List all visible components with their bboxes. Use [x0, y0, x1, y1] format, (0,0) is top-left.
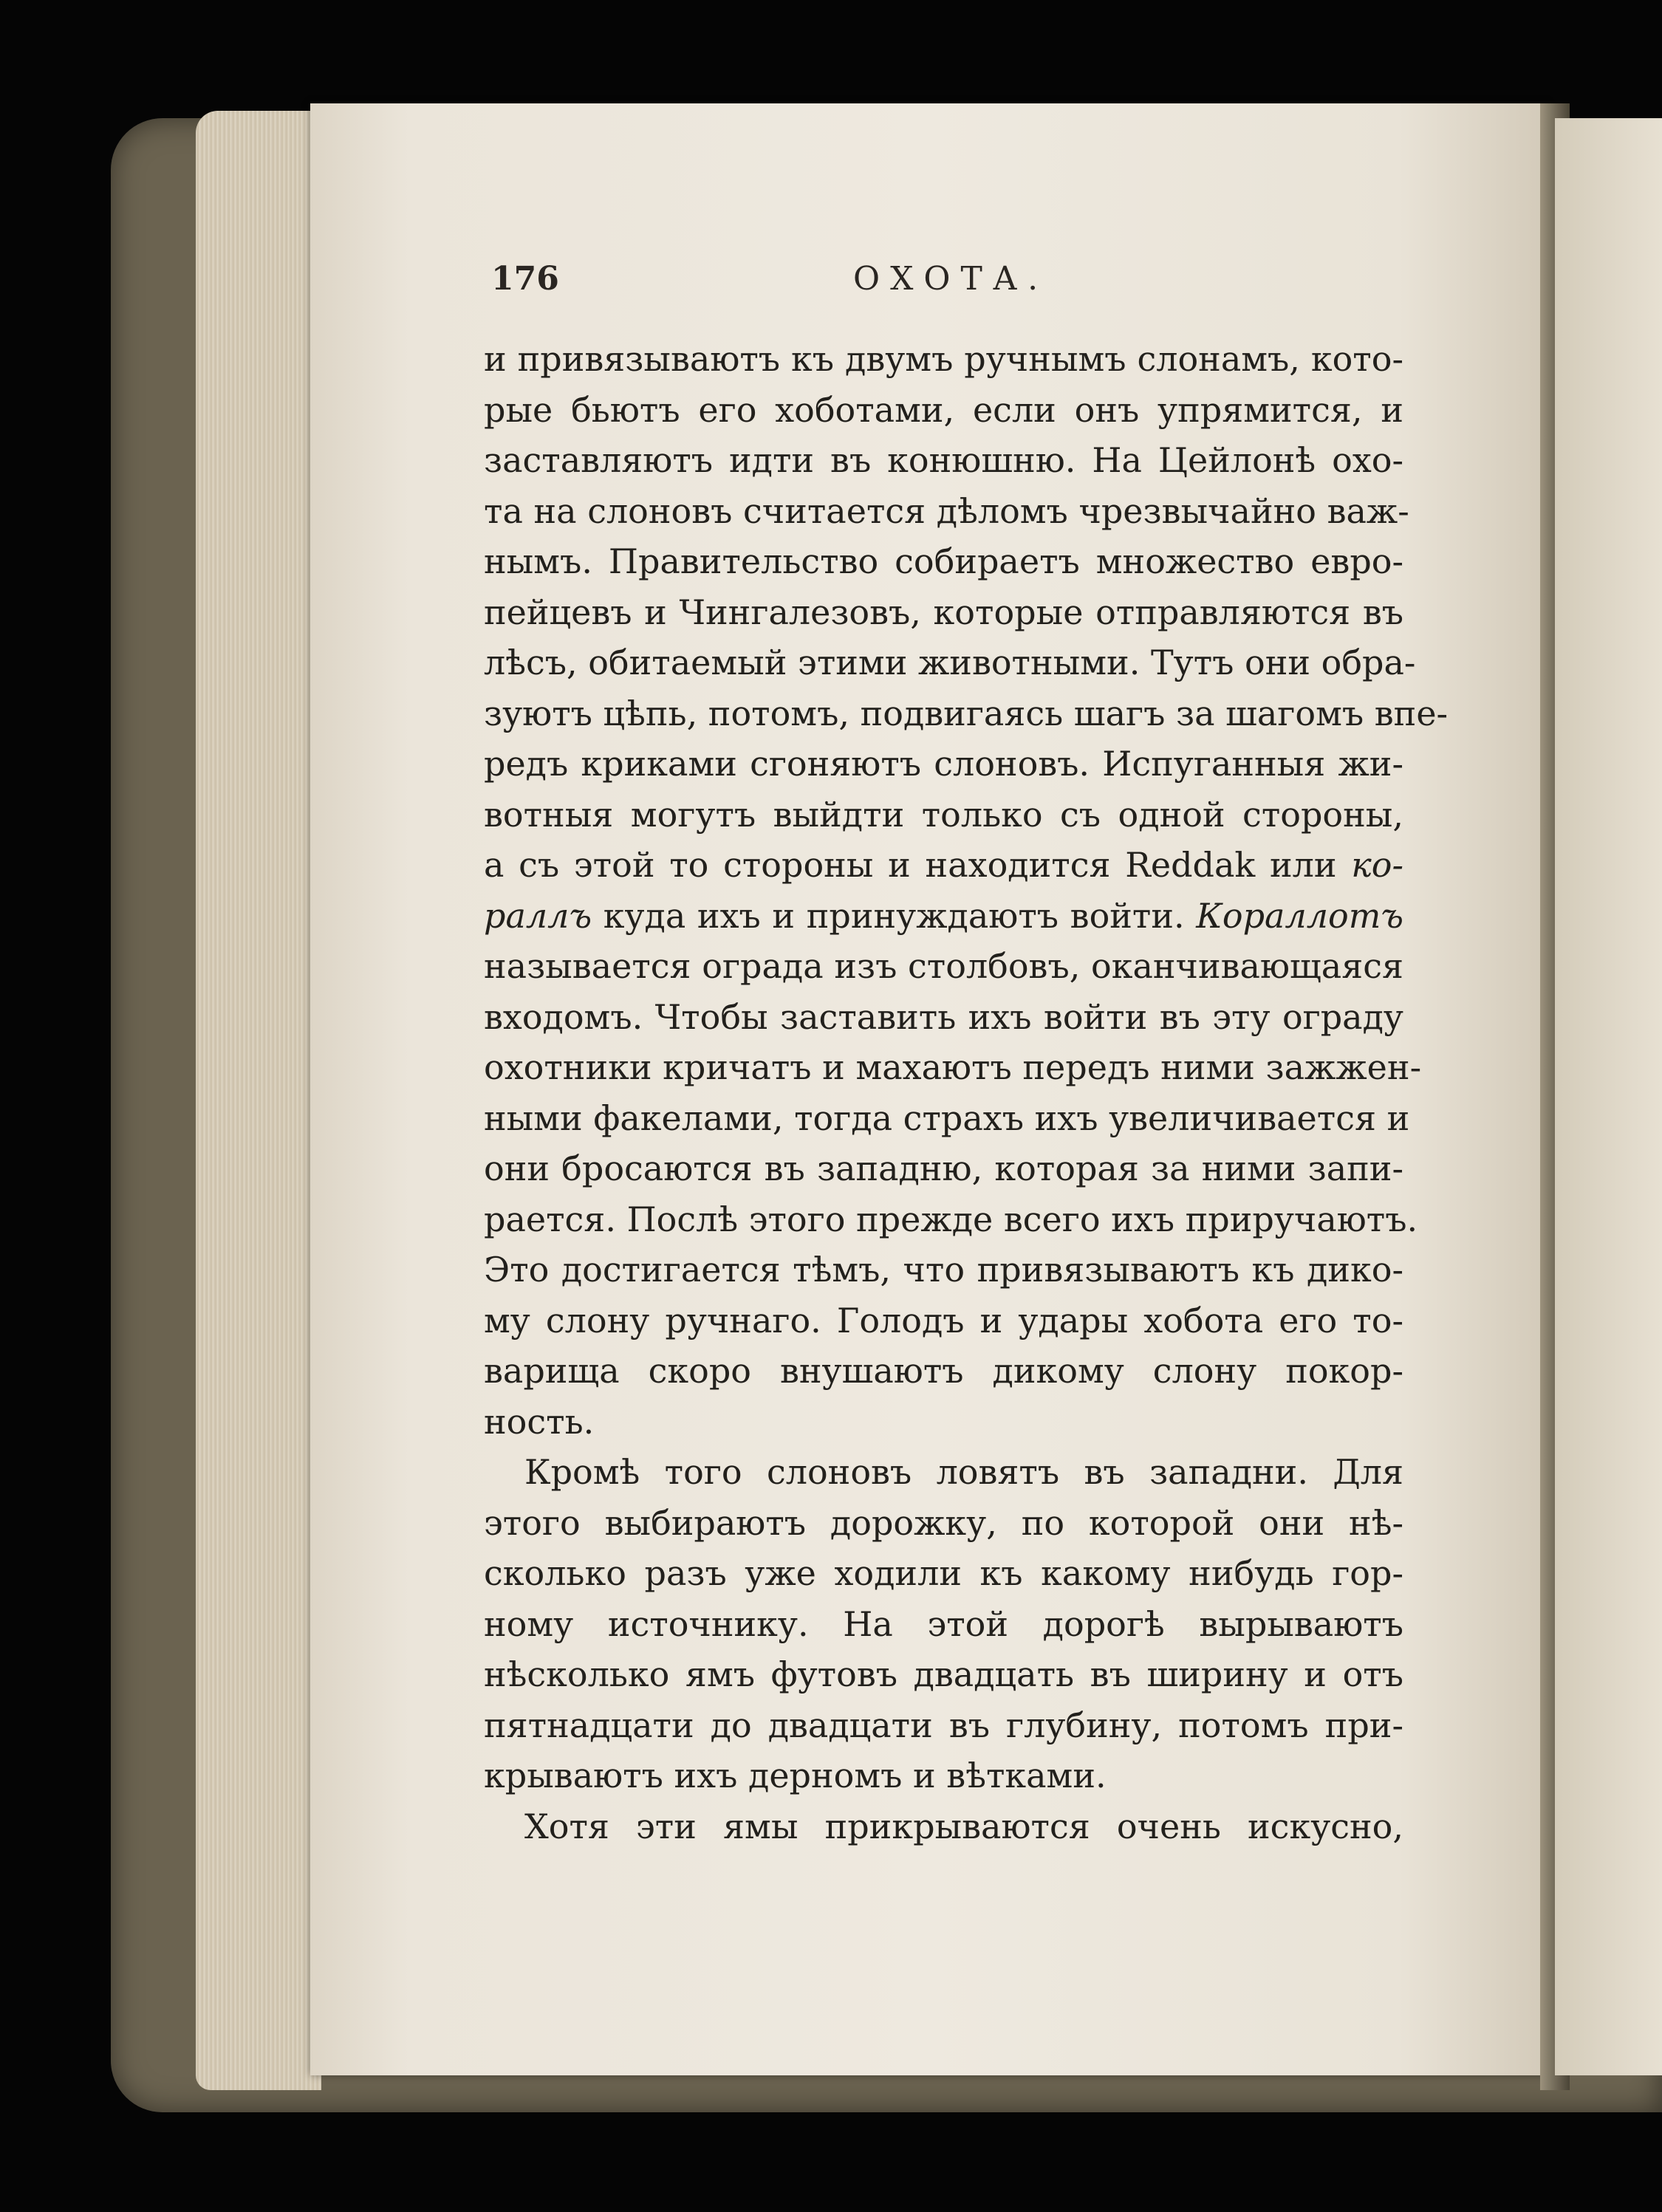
- adjacent-page-edge: [1555, 118, 1662, 2075]
- text-line: рые бьютъ его хоботами, если онъ упрямится, и: [484, 389, 1403, 430]
- text-line: они бросаются въ западню, которая за ними запи-: [484, 1148, 1403, 1188]
- body-text: [484, 334, 1449, 1852]
- running-head: [491, 260, 1407, 312]
- italic-text: ко-: [1351, 845, 1403, 885]
- text-run: куда ихъ и принуждаютъ войти.: [592, 895, 1197, 936]
- text-line: му слону ручнаго. Голодъ и удары хобота его то-: [484, 1300, 1403, 1340]
- text-line: пейцевъ и Чингалезовъ, которые отправляются въ: [484, 592, 1403, 632]
- text-line: и привязываютъ къ двумъ ручнымъ слонамъ, кото-: [484, 339, 1403, 379]
- text-run: а съ этой то стороны и находится Reddak или: [484, 845, 1352, 885]
- text-line: нѣсколько ямъ футовъ двадцать въ ширину и отъ: [484, 1654, 1403, 1694]
- text-line: ными факелами, тогда страхъ ихъ увеличивается и: [484, 1098, 1410, 1138]
- text-line: крываютъ ихъ дерномъ и вѣтками.: [484, 1756, 1107, 1795]
- italic-text: Кораллomъ: [1196, 895, 1403, 936]
- text-line: редъ криками сгоняютъ слоновъ. Испуганныя жи-: [484, 744, 1403, 784]
- text-line: вотныя могутъ выйдти только съ одной стороны,: [484, 794, 1403, 835]
- page-edges: [196, 111, 321, 2090]
- text-line: зуютъ цѣпь, потомъ, подвигаясь шагъ за шагомъ впе-: [484, 693, 1449, 733]
- text-line: ность.: [484, 1401, 595, 1442]
- text-line: варища скоро внушаютъ дикому слону покор-: [484, 1351, 1403, 1391]
- text-line: [484, 891, 1403, 942]
- text-line: ному источнику. На этой дорогѣ вырываютъ: [484, 1603, 1403, 1644]
- text-line: рается. Послѣ этого прежде всего ихъ приручаютъ.: [484, 1199, 1418, 1239]
- italic-text: раллъ: [484, 895, 592, 936]
- page-number: 176: [491, 260, 559, 298]
- text-line: лѣсъ, обитаемый этими животными. Тутъ они обра-: [484, 643, 1416, 682]
- text-line: этого выбираютъ дорожку, по которой они нѣ-: [484, 1502, 1403, 1543]
- text-line: пятнадцати до двадцати въ глубину, потомъ при-: [484, 1705, 1403, 1745]
- page-title: ОХОТА.: [853, 260, 1049, 298]
- text-line: нымъ. Правительство собираетъ множество евро-: [484, 541, 1403, 581]
- text-line: сколько разъ уже ходили къ какому нибудь гор-: [484, 1553, 1403, 1593]
- text-line: охотники кричатъ и махаютъ передъ ними зажжен-: [484, 1047, 1422, 1087]
- text-line: та на слоновъ считается дѣломъ чрезвычайно важ-: [484, 490, 1409, 531]
- text-line: [484, 840, 1403, 891]
- text-line: называется ограда изъ столбовъ, оканчивающаяся: [484, 946, 1403, 986]
- text-line: Кромѣ того слоновъ ловятъ въ западни. Для: [524, 1452, 1403, 1492]
- text-line: заставляютъ идти въ конюшню. На Цейлонѣ охо-: [484, 440, 1403, 480]
- text-line: Хотя эти ямы прикрываются очень искусно,: [524, 1806, 1403, 1846]
- text-line: входомъ. Чтобы заставить ихъ войти въ эту ограду: [484, 996, 1403, 1037]
- text-line: Это достигается тѣмъ, что привязываютъ къ дико-: [484, 1250, 1403, 1290]
